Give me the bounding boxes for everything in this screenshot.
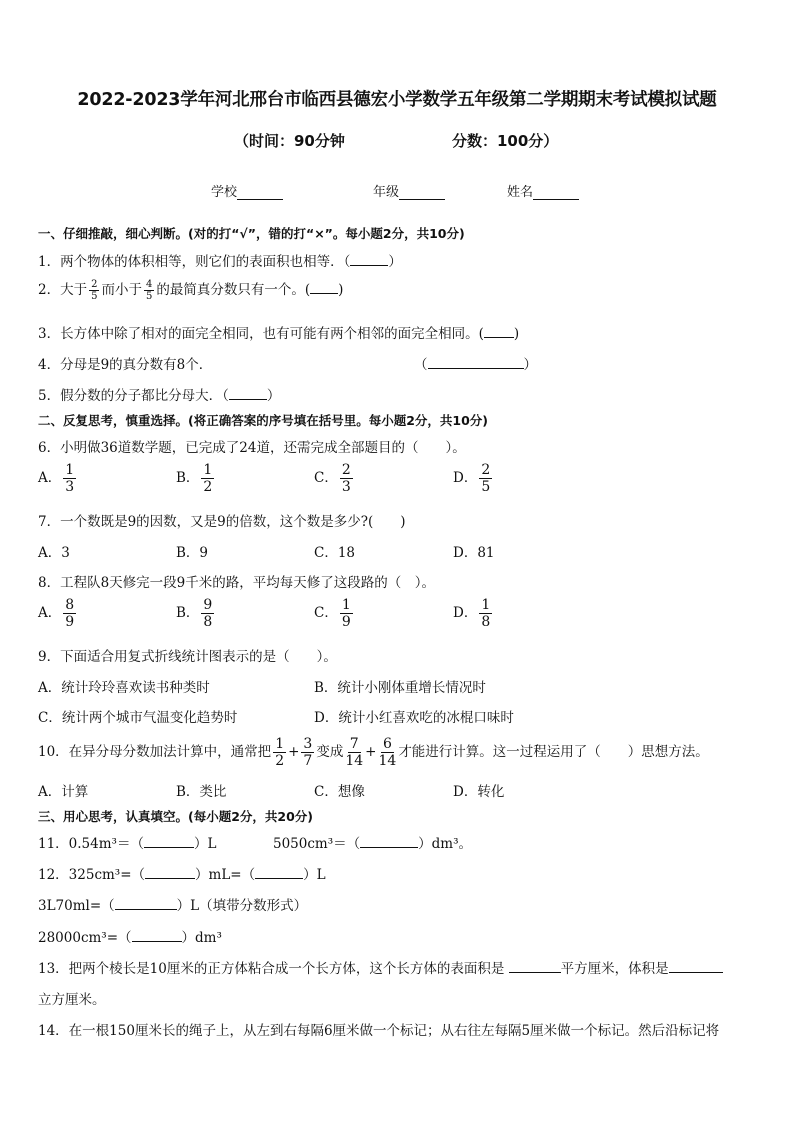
name-field[interactable] bbox=[507, 181, 579, 200]
q6-option-b[interactable]: B． $\frac{1}{2}$ bbox=[176, 462, 213, 495]
q9-option-c[interactable]: C．统计两个城市气温变化趋势时 bbox=[38, 710, 238, 726]
name-label: 姓名 bbox=[507, 185, 534, 200]
q10-fraction-2: $\frac{3}{7}$ bbox=[303, 736, 313, 769]
question-11a: 11．0.54m³＝（ ）L bbox=[38, 836, 217, 852]
q1-close: ） bbox=[388, 254, 402, 270]
q3-text: 3．长方体中除了相对的面完全相同，也有可能有两个相邻的面完全相同。( bbox=[38, 326, 484, 342]
q11-blank-2[interactable] bbox=[360, 834, 418, 848]
q7-option-d[interactable]: D．81 bbox=[453, 545, 495, 561]
question-7: 7．一个数既是9的因数，又是9的倍数，这个数是多少?( ) bbox=[38, 514, 406, 530]
q8-option-d[interactable]: D． $\frac{1}{8}$ bbox=[453, 597, 491, 630]
q8-option-c[interactable]: C． $\frac{1}{9}$ bbox=[314, 597, 351, 630]
q1-answer-blank[interactable] bbox=[350, 252, 388, 266]
page-title: 2022-2023学年河北邢台市临西县德宏小学数学五年级第二学期期末考试模拟试题 bbox=[77, 90, 717, 110]
q13-blank-2[interactable] bbox=[669, 959, 723, 973]
q2-close: ) bbox=[338, 282, 344, 298]
q4-answer: （ ） bbox=[414, 357, 537, 373]
q2-fraction-1: $\frac{2}{5}$ bbox=[91, 279, 98, 302]
q4-text: 4．分母是9的真分数有8个． bbox=[38, 357, 213, 373]
q1-text: 1．两个物体的体积相等，则它们的表面积也相等．（ bbox=[38, 254, 351, 270]
q12-blank-2[interactable] bbox=[255, 865, 303, 879]
q10-option-c[interactable]: C．想像 bbox=[314, 784, 365, 800]
q7-option-a[interactable]: A．3 bbox=[38, 545, 70, 561]
q11-blank-1[interactable] bbox=[144, 834, 194, 848]
question-13: 13．把两个棱长是10厘米的正方体粘合成一个长方体，这个长方体的表面积是 平方厘米，体积是 bbox=[38, 957, 723, 977]
q3-close: ) bbox=[513, 326, 520, 342]
q2-fraction-2: $\frac{4}{5}$ bbox=[145, 279, 153, 302]
q12-blank-3[interactable] bbox=[115, 896, 177, 910]
q13-blank-1[interactable] bbox=[509, 959, 561, 973]
q10-option-a[interactable]: A．计算 bbox=[38, 784, 89, 800]
question-11b: 5050cm³＝（ ）dm³。 bbox=[273, 836, 472, 852]
school-blank[interactable] bbox=[237, 185, 283, 200]
q9-option-d[interactable]: D．统计小红喜欢吃的冰棍口味时 bbox=[314, 710, 514, 726]
q2-text-b: 而小于 bbox=[101, 282, 142, 298]
question-12-line3: 28000cm³=（ ）dm³ bbox=[38, 930, 222, 946]
q6-option-d[interactable]: D． $\frac{2}{5}$ bbox=[453, 462, 491, 495]
school-label: 学校 bbox=[211, 185, 238, 200]
q10-option-d[interactable]: D．转化 bbox=[453, 784, 505, 800]
q6-option-a[interactable]: A． $\frac{1}{3}$ bbox=[38, 462, 75, 495]
q8-option-b[interactable]: B． $\frac{9}{8}$ bbox=[176, 597, 213, 630]
q10-fraction-1: $\frac{1}{2}$ bbox=[275, 736, 285, 769]
school-field[interactable] bbox=[211, 181, 283, 200]
question-4 bbox=[38, 353, 212, 373]
q10-fraction-4: $\frac{6}{14}$ bbox=[378, 736, 397, 769]
q6-option-c[interactable]: C． $\frac{2}{3}$ bbox=[314, 462, 351, 495]
q9-option-b[interactable]: B．统计小刚体重增长情况时 bbox=[314, 680, 486, 696]
q7-option-b[interactable]: B．9 bbox=[176, 545, 209, 561]
exam-score: 分数：100分） bbox=[452, 132, 559, 150]
section3-title: 三、用心思考，认真填空。(每小题2分，共20分) bbox=[38, 809, 314, 824]
question-2 bbox=[38, 278, 343, 302]
question-3 bbox=[38, 322, 519, 342]
q3-answer-blank[interactable] bbox=[484, 324, 514, 338]
question-1 bbox=[38, 250, 402, 270]
q5-close: ） bbox=[266, 388, 281, 404]
question-12: 12．325cm³=（ ）mL=（ ）L bbox=[38, 867, 326, 883]
q12-blank-1[interactable] bbox=[145, 865, 195, 879]
grade-label: 年级 bbox=[373, 185, 400, 200]
question-14: 14．在一根150厘米长的绳子上，从左到右每隔6厘米做一个标记；从右往左每隔5厘米做一个标记。然后沿标记将 bbox=[38, 1023, 720, 1039]
q12-blank-4[interactable] bbox=[132, 928, 182, 942]
name-blank[interactable] bbox=[533, 185, 579, 200]
question-10: 10．在异分母分数加法计算中，通常把 $\frac{1}{2}$ + $\frac{3}{7}$ 变成 $\frac{7}{14}$ + $\frac{6}{14}$ 才能进行计算。这一过程运用了（ ）思想方法。 bbox=[38, 736, 709, 769]
q7-option-c[interactable]: C．18 bbox=[314, 545, 356, 561]
q4-answer-blank[interactable] bbox=[428, 355, 524, 369]
grade-blank[interactable] bbox=[399, 185, 445, 200]
q2-text-c: 的最简真分数只有一个。( bbox=[156, 282, 311, 298]
question-8: 8．工程队8天修完一段9千米的路，平均每天修了这段路的（ ）。 bbox=[38, 575, 436, 591]
q2-answer-blank[interactable] bbox=[310, 280, 338, 294]
exam-time: （时间：90分钟 bbox=[234, 132, 345, 150]
question-9: 9．下面适合用复式折线统计图表示的是（ ）。 bbox=[38, 649, 337, 665]
question-12-line2: 3L70ml=（ ）L（填带分数形式） bbox=[38, 898, 308, 914]
section1-title: 一、仔细推敲，细心判断。(对的打“√”，错的打“×”。每小题2分，共10分) bbox=[38, 226, 465, 241]
q2-text-a: 2．大于 bbox=[38, 282, 88, 298]
q5-answer-blank[interactable] bbox=[229, 386, 267, 400]
question-5 bbox=[38, 384, 280, 404]
q8-option-a[interactable]: A． $\frac{8}{9}$ bbox=[38, 597, 75, 630]
q10-fraction-3: $\frac{7}{14}$ bbox=[345, 736, 364, 769]
q9-option-a[interactable]: A．统计玲玲喜欢读书种类时 bbox=[38, 680, 210, 696]
question-13-line2: 立方厘米。 bbox=[38, 992, 106, 1008]
q5-text: 5．假分数的分子都比分母大．（ bbox=[38, 388, 229, 404]
grade-field[interactable] bbox=[373, 181, 445, 200]
q10-option-b[interactable]: B．类比 bbox=[176, 784, 227, 800]
section2-title: 二、反复思考，慎重选择。(将正确答案的序号填在括号里。每小题2分，共10分) bbox=[38, 413, 489, 428]
question-6: 6．小明做36道数学题，已完成了24道，还需完成全部题目的（ ）。 bbox=[38, 440, 466, 456]
